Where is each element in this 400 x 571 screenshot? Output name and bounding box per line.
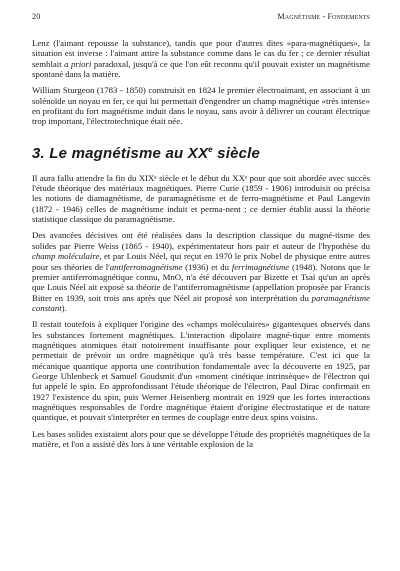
paragraph-lenz: Lenz (l'aimant repousse la substance), tandis que pour d'autres dites «para-magnétiques», la situation est inverse : l'aimant attire la substance comme dans le cas du fer ; ce dernier résultat semblait a priori paradoxal, jusqu'à ce que l'on eût reconnu qu'il pouvait exister un magnétisme spontané dans la matière. [32, 38, 370, 80]
page-header [32, 9, 370, 21]
paragraph-curie: Il aura fallu attendre la fin du XIXᵉ siècle et le début du XXᵉ pour que soit abordée avec succès l'étude théorique des matériaux magnétiques. Pierre Curie (1859 - 1906) introduisit ou précisa les notions de diamagnétisme, de paramagnétisme et de ferro-magnétisme et Paul Langevin (1872 - 1946) celles de magnétisme induit et perma-nent ; ce dernier établit aussi la théorie statistique classique du paramagnétisme. [32, 172, 370, 225]
paragraph-weiss-neel: Des avancées décisives ont été réalisées dans la description classique du magné-tisme des solides par Pierre Weiss (1865 - 1940), expérimentateur hors pair et auteur de l'hypothèse du champ moléculaire, et par Louis Néel, qui reçut en 1970 le prix Nobel de physique entre autres pour ses théories de l'antiferromagnétisme (1936) et du ferrimagnétisme (1948). Notons que le premier antiferromagnétique connu, MnO, n'a été découvert par Bizette et Tsaï qu'un an après que Louis Néel ait exposé sa théorie de l'antiferromagnétisme (appellation proposée par Francis Bitter en 1939, soit trois ans après que Néel ait proposé son interprétation du paramagnétisme constant). [32, 230, 371, 313]
emphasis-a-priori: a priori [64, 58, 92, 69]
section-number: 3. [32, 144, 45, 162]
section-title: Le magnétisme au XXe siècle [49, 144, 261, 162]
page-body [32, 38, 370, 455]
emphasis-term: paramagnétisme constant [32, 292, 370, 313]
emphasis-term: champ moléculaire [32, 251, 100, 262]
paragraph-closing: Les bases solides existaient alors pour que se développe l'étude des propriétés magnétiques de la matière, et l'on a assisté dès lors à une véritable explosion de la [32, 428, 370, 449]
emphasis-term: antiferromagnétisme [109, 261, 183, 272]
emphasis-term: ferrimagnétisme [231, 261, 290, 272]
running-title: Magnétisme - Fondements [277, 12, 370, 21]
paragraph-quantum: Il restait toutefois à expliquer l'origine des «champs moléculaires» gigantesques observés dans les substances fortement magnétiques. L'interaction dipolaire magné-tique entre moments magnétiques atomiques était notoirement insuffisante pour expliquer leur existence, et ne permettait de prévoir un ordre magnétique qu'à très basse température. C'est ici que la mécanique quantique apporta une contribution fondamentale avec la découverte en 1925, par George Uhlenbeck et Samuel Goudsmit d'un «moment cinétique intrinsèque» de l'électron qui fut appelé le spin. En approfondissant l'étude théorique de l'électron, Paul Dirac confirmait en 1927 l'existence du spin, puis Werner Heisenberg montrait en 1929 que les fortes interactions magnétiques responsables de l'ordre magnétique étaient d'origine électrostatique et de nature quantique, et pouvait s'interpréter en termes de couplage entre deux spins voisins. [32, 319, 370, 423]
section-heading [32, 141, 370, 162]
paragraph-sturgeon: William Sturgeon (1783 - 1850) construisit en 1824 le premier électroaimant, en associant à un solénoïde un noyau en fer, ce qui lui permettait d'engendrer un champ magnétique «très intense» en profitant du fort magnétisme induit dans le noyau, sans avoir à délivrer un courant électrique trop important, l'électrotechnique était née. [32, 85, 370, 127]
page-number: 20 [32, 12, 41, 21]
